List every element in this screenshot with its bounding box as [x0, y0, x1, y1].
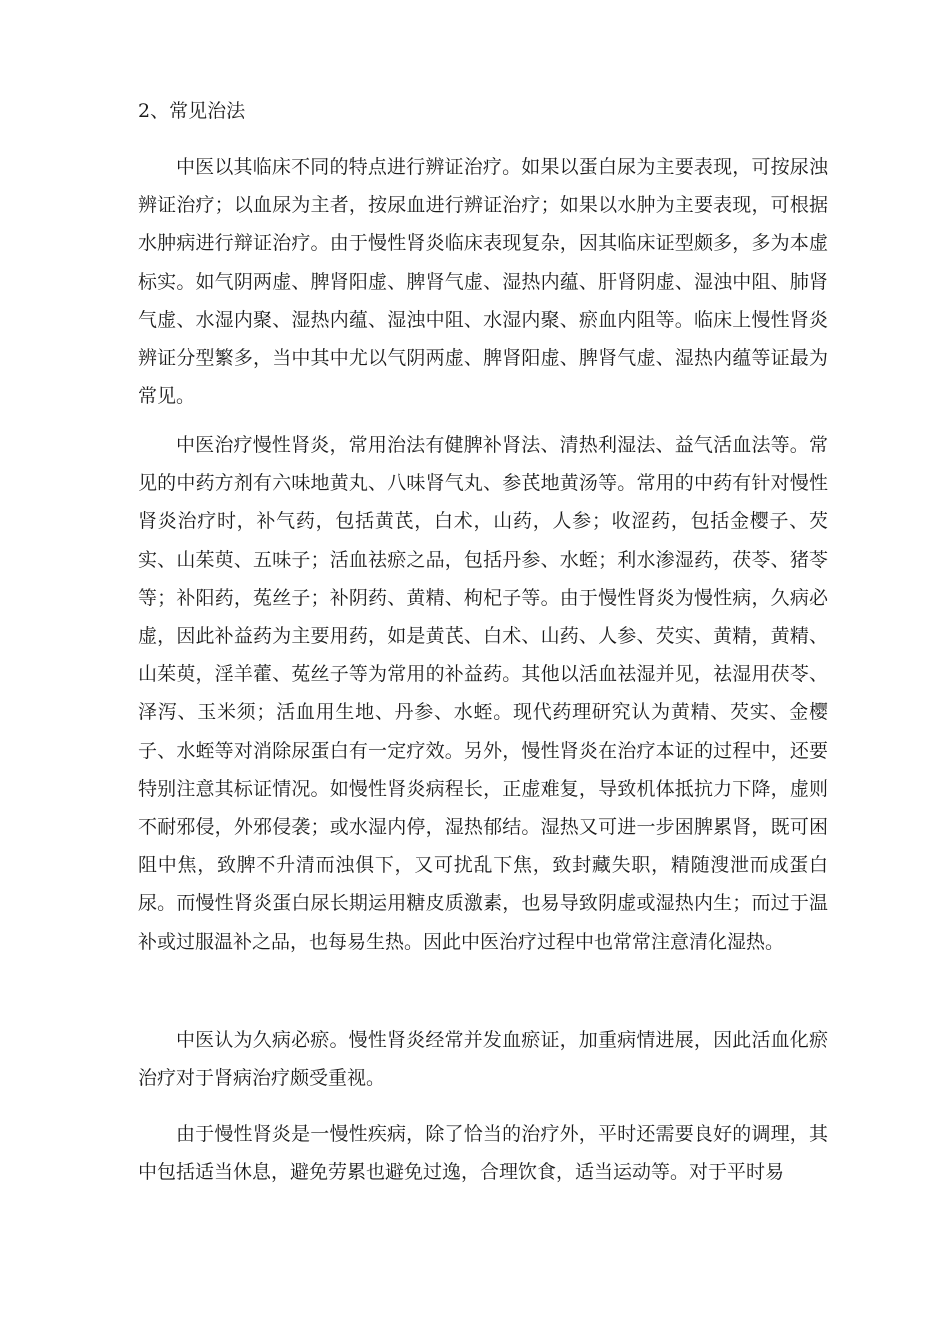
section-heading: 2、常见治法 — [138, 100, 246, 122]
paragraph-daily-care: 由于慢性肾炎是一慢性疾病，除了恰当的治疗外，平时还需要良好的调理，其中包括适当休息，避免劳累也避免过逸，合理饮食，适当运动等。对于平时易 — [138, 1123, 828, 1184]
paragraph-blood-stasis: 中医认为久病必瘀。慢性肾炎经常并发血瘀证，加重病情进展，因此活血化瘀治疗对于肾病治疗颇受重视。 — [138, 1029, 828, 1090]
paragraph-syndrome-differentiation: 中医以其临床不同的特点进行辨证治疗。如果以蛋白尿为主要表现，可按尿浊辨证治疗；以血尿为主者，按尿血进行辨证治疗；如果以水肿为主要表现，可根据水肿病进行辩证治疗。由于慢性肾炎临床表现复杂，因其临床证型颇多，多为本虚标实。如气阴两虚、脾肾阳虚、脾肾气虚、湿热内蕴、肝肾阴虚、湿浊中阻、肺肾气虚、水湿内聚、湿热内蕴、湿浊中阻、水湿内聚、瘀血内阻等。临床上慢性肾炎辨证分型繁多，当中其中尤以气阴两虚、脾肾阳虚、脾肾气虚、湿热内蕴等证最为常见。 — [138, 156, 828, 408]
paragraph-common-treatments: 中医治疗慢性肾炎，常用治法有健脾补肾法、清热利湿法、益气活血法等。常见的中药方剂有六味地黄丸、八味肾气丸、参芪地黄汤等。常用的中药有针对慢性肾炎治疗时，补气药，包括黄芪，白术，山药，人参；收涩药，包括金樱子、芡实、山茱萸、五味子；活血祛瘀之品，包括丹参、水蛭；利水渗湿药，茯苓、猪苓等；补阳药，菟丝子；补阴药、黄精、枸杞子等。由于慢性肾炎为慢性病，久病必虚，因此补益药为主要用药，如是黄芪、白术、山药、人参、芡实、黄精，黄精、山茱萸，淫羊藿、菟丝子等为常用的补益药。其他以活血祛湿并见，祛湿用茯苓、泽泻、玉米须；活血用生地、丹参、水蛭。现代药理研究认为黄精、芡实、金樱子、水蛭等对消除尿蛋白有一定疗效。另外，慢性肾炎在治疗本证的过程中，还要特别注意其标证情况。如慢性肾炎病程长，正虚难复，导致机体抵抗力下降，虚则不耐邪侵，外邪侵袭；或水湿内停，湿热郁结。湿热又可进一步困脾累肾，既可困阻中焦，致脾不升清而浊俱下，又可扰乱下焦，致封藏失职，精随溲泄而成蛋白尿。而慢性肾炎蛋白尿长期运用糖皮质激素，也易导致阴虚或湿热内生；而过于温补或过服温补之品，也每易生热。因此中医治疗过程中也常常注意清化湿热。 — [138, 434, 828, 953]
